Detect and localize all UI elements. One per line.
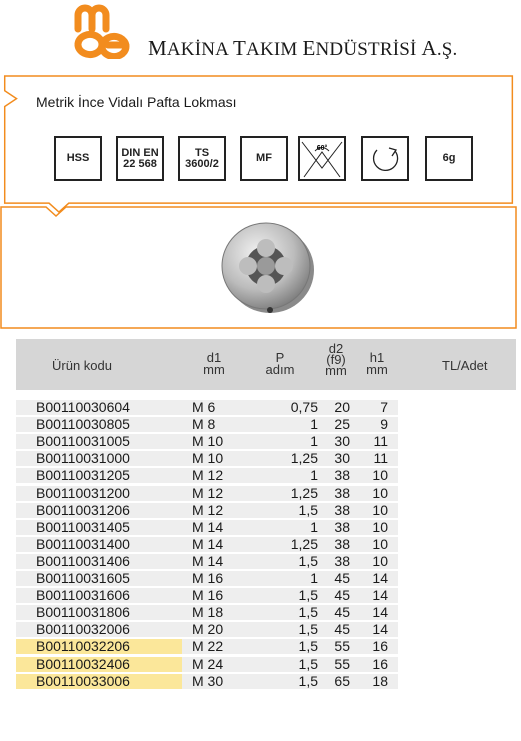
thread-size-cell: M 22: [192, 638, 224, 655]
company-name-rest: AKIM: [246, 39, 298, 60]
thickness-cell: 14: [372, 587, 388, 604]
header-d2-tol: (f9): [326, 352, 346, 367]
pitch-cell: 1: [310, 416, 318, 433]
table-row: [16, 485, 516, 502]
thread-size-cell: M 8: [192, 416, 216, 433]
pitch-cell: 1,25: [290, 535, 318, 552]
thread-size-cell: M 14: [192, 518, 224, 535]
company-name-cap: E: [302, 36, 316, 60]
table-row: [16, 570, 516, 587]
product-code-cell: B00110031605: [36, 570, 130, 586]
header-code: Ürün kodu: [52, 358, 112, 373]
product-code-cell: B00110032206: [36, 638, 130, 655]
thread-angle-icon: [300, 138, 344, 179]
thickness-cell: 18: [372, 672, 388, 689]
outer-diameter-cell: 65: [334, 672, 350, 689]
header-d2: [320, 343, 352, 376]
product-code-cell: B00110031405: [36, 518, 130, 535]
company-name-cap: M: [148, 36, 167, 60]
hss-badge: [54, 136, 102, 181]
hss-badge-label: HSS: [66, 152, 90, 164]
thickness-cell: 10: [372, 484, 388, 501]
thickness-cell: 16: [372, 638, 388, 655]
pitch-cell: 1,5: [298, 604, 318, 621]
header-d1-unit: mm: [203, 362, 225, 377]
round-die-image: [218, 218, 316, 316]
outer-diameter-cell: 20: [334, 399, 350, 415]
pitch-cell: 1,5: [298, 621, 318, 638]
company-name-cap: A: [421, 36, 437, 60]
product-code-cell: B00110031206: [36, 501, 130, 518]
mf-badge: [240, 136, 288, 181]
table-row: [16, 621, 516, 638]
table-row: [16, 656, 516, 673]
thickness-cell: 11: [373, 450, 388, 467]
thickness-cell: 14: [372, 570, 388, 586]
company-name-cap: T: [233, 36, 247, 60]
table-header: [16, 339, 516, 390]
thread-size-cell: M 10: [192, 450, 224, 467]
mf-badge-label: MF: [256, 152, 272, 164]
table-row: [16, 467, 516, 484]
outer-diameter-cell: 38: [334, 552, 350, 569]
header-d1-label: d1: [206, 350, 222, 365]
outer-diameter-cell: 25: [334, 416, 350, 433]
pitch-cell: 1: [310, 570, 318, 586]
thread-size-cell: M 10: [192, 433, 224, 450]
table-row: [16, 416, 516, 433]
thread-angle-label: 60°: [316, 145, 328, 152]
thread-size-cell: M 6: [192, 399, 216, 415]
pitch-cell: 1,5: [298, 501, 318, 518]
thickness-cell: 7: [380, 399, 388, 415]
thread-size-cell: M 12: [192, 501, 224, 518]
din-en-badge-line1: DIN EN: [121, 146, 159, 159]
header-d2-label: d2: [328, 341, 344, 356]
outer-diameter-cell: 45: [334, 570, 350, 586]
outer-diameter-cell: 30: [334, 450, 350, 467]
thickness-cell: 14: [372, 604, 388, 621]
product-code-cell: B00110032406: [36, 655, 130, 672]
pitch-cell: 1: [310, 433, 318, 450]
table-row: [16, 399, 516, 416]
product-title: Metrik İnce Vidalı Pafta Lokması: [36, 94, 237, 110]
header-p-unit: adım: [265, 362, 295, 377]
din-en-badge: [116, 136, 164, 181]
outer-diameter-cell: 55: [334, 655, 350, 672]
table-row: [16, 433, 516, 450]
thread-size-cell: M 12: [192, 467, 224, 484]
thread-size-cell: M 12: [192, 484, 224, 501]
outer-diameter-cell: 30: [334, 433, 350, 450]
table-row: [16, 519, 516, 536]
table-row: [16, 673, 516, 690]
company-name-rest: .Ş.: [436, 39, 458, 60]
outer-diameter-cell: 45: [334, 604, 350, 621]
rotation-arrow-icon: [365, 139, 405, 179]
product-code-cell: B00110032006: [36, 621, 130, 638]
pitch-cell: 1: [310, 467, 318, 484]
thickness-cell: 11: [373, 433, 388, 450]
thread-size-cell: M 16: [192, 587, 224, 604]
thickness-cell: 10: [372, 535, 388, 552]
tolerance-badge-label: 6g: [442, 152, 456, 164]
header-p: [260, 352, 300, 376]
tolerance-badge: [425, 136, 473, 181]
product-code-cell: B00110030805: [36, 416, 130, 433]
product-code-cell: B00110031005: [36, 433, 130, 450]
pitch-cell: 1,25: [290, 484, 318, 501]
thread-size-cell: M 14: [192, 535, 224, 552]
header-price: TL/Adet: [442, 358, 488, 373]
product-code-cell: B00110030604: [36, 399, 130, 415]
product-code-cell: B00110031400: [36, 535, 130, 552]
table-row: [16, 450, 516, 467]
thread-size-cell: M 24: [192, 655, 224, 672]
table-row: [16, 604, 516, 621]
product-code-cell: B00110031000: [36, 450, 130, 467]
thickness-cell: 10: [372, 518, 388, 535]
product-code-cell: B00110031806: [36, 604, 130, 621]
company-name-rest: AKİNA: [166, 39, 229, 60]
pitch-cell: 1,25: [290, 450, 318, 467]
product-code-cell: B00110031200: [36, 484, 130, 501]
pitch-cell: 1,5: [298, 552, 318, 569]
header-h1: [362, 352, 392, 376]
outer-diameter-cell: 38: [334, 501, 350, 518]
thread-size-cell: M 20: [192, 621, 224, 638]
pitch-cell: 1,5: [298, 638, 318, 655]
ts-badge-line2: 3600/2: [185, 157, 219, 170]
thickness-cell: 14: [372, 621, 388, 638]
header-p-label: P: [275, 350, 285, 365]
product-code-cell: B00110033006: [36, 672, 130, 689]
outer-diameter-cell: 38: [334, 535, 350, 552]
table-row: [16, 536, 516, 553]
thickness-cell: 10: [372, 552, 388, 569]
din-en-badge-line2: 22 568: [123, 157, 157, 170]
product-code-cell: B00110031406: [36, 552, 130, 569]
thread-size-cell: M 16: [192, 570, 224, 586]
table-row: [16, 502, 516, 519]
thickness-cell: 10: [372, 467, 388, 484]
product-code-cell: B00110031606: [36, 587, 130, 604]
table-row: [16, 587, 516, 604]
outer-diameter-cell: 55: [334, 638, 350, 655]
pitch-cell: 1,5: [298, 587, 318, 604]
header-h1-unit: mm: [366, 362, 388, 377]
ts-badge-line1: TS: [194, 146, 210, 159]
thread-size-cell: M 18: [192, 604, 224, 621]
pitch-cell: 1,5: [298, 655, 318, 672]
company-name-rest: NDÜSTRİSİ: [315, 39, 417, 60]
thickness-cell: 16: [372, 655, 388, 672]
thickness-cell: 10: [372, 501, 388, 518]
thickness-cell: 9: [380, 416, 388, 433]
outer-diameter-cell: 38: [334, 467, 350, 484]
ts-badge: [178, 136, 226, 181]
company-logo: [68, 3, 132, 59]
thread-angle-badge: [298, 136, 346, 181]
header-d1: [202, 352, 226, 376]
product-code-cell: B00110031205: [36, 467, 130, 484]
outer-diameter-cell: 45: [334, 587, 350, 604]
header-h1-label: h1: [369, 350, 385, 365]
company-name: [148, 36, 458, 61]
header-d2-unit: mm: [325, 363, 347, 378]
rotation-badge: [361, 136, 409, 181]
pitch-cell: 1: [310, 518, 318, 535]
outer-diameter-cell: 45: [334, 621, 350, 638]
outer-diameter-cell: 38: [334, 518, 350, 535]
thread-size-cell: M 14: [192, 552, 224, 569]
pitch-cell: 1,5: [298, 672, 318, 689]
outer-diameter-cell: 38: [334, 484, 350, 501]
pitch-cell: 0,75: [290, 399, 318, 415]
thread-size-cell: M 30: [192, 672, 224, 689]
table-row: [16, 553, 516, 570]
table-row: [16, 638, 516, 655]
